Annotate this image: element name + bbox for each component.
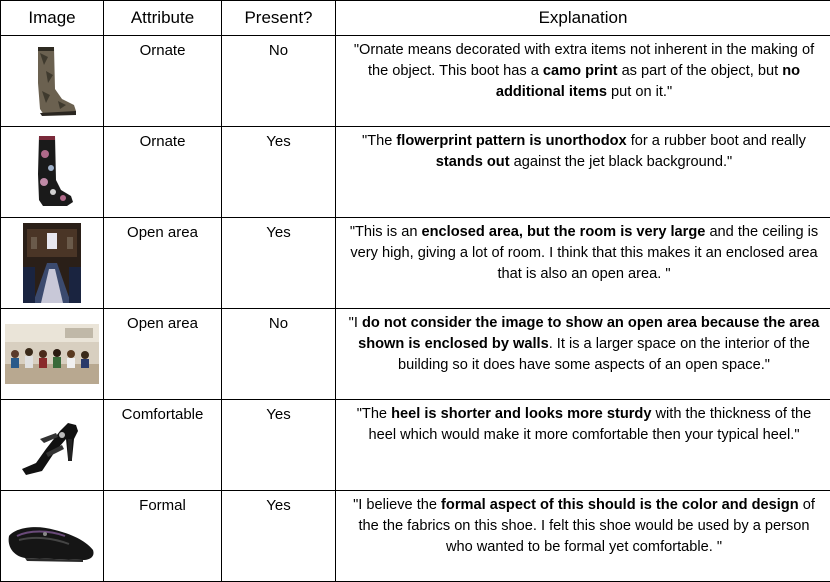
attribute-cell: Formal	[104, 491, 222, 582]
hall-image	[23, 223, 81, 303]
flower-boot-image	[27, 134, 77, 210]
explanation-text: . It is a larger space on the interior of the building so it does have some aspects of an open space."	[398, 336, 810, 373]
explanation-bold-text: flowerprint pattern is unorthodox	[396, 133, 626, 149]
header-present: Present?	[222, 1, 336, 36]
explanation-text: against the jet black background."	[510, 154, 733, 170]
table-row	[1, 491, 830, 582]
explanation-text: as part of the object, but	[618, 63, 783, 79]
explanation-text: "I believe the	[353, 497, 441, 513]
explanation-text: "This is an	[350, 224, 422, 240]
explanation-cell	[336, 309, 830, 400]
image-cell	[1, 309, 104, 400]
table-row	[1, 218, 830, 309]
present-cell: No	[222, 36, 336, 127]
explanation-bold-text: stands out	[436, 154, 510, 170]
explanation-text: with the thickness of the heel which would make it more comfortable then your typical heel."	[368, 406, 811, 443]
explanation-text: "The	[357, 406, 391, 422]
attribute-cell: Open area	[104, 218, 222, 309]
heel-shoe-image	[16, 409, 88, 481]
table-row	[1, 36, 830, 127]
header-explanation: Explanation	[336, 1, 830, 36]
present-cell: Yes	[222, 218, 336, 309]
camo-boot-image	[22, 43, 82, 119]
header-row	[1, 1, 830, 36]
explanation-text: "Ornate means decorated with extra items not inherent in the making of the object. This boot has a	[354, 42, 814, 79]
table-row	[1, 309, 830, 400]
attribute-cell: Ornate	[104, 36, 222, 127]
explanation-bold-text: no additional items	[496, 63, 800, 100]
header-image: Image	[1, 1, 104, 36]
attribute-cell: Ornate	[104, 127, 222, 218]
explanation-text: "I	[349, 315, 362, 331]
image-cell	[1, 36, 104, 127]
explanation-text: put on it."	[607, 84, 672, 100]
present-cell: Yes	[222, 127, 336, 218]
flat-shoe-image	[5, 506, 99, 566]
explanation-bold-text: heel is shorter and looks more sturdy	[391, 406, 651, 422]
explanation-text: of the the fabrics on this shoe. I felt this shoe would be used by a person who wanted to be formal yet comfortable. "	[358, 497, 814, 555]
attribute-cell: Comfortable	[104, 400, 222, 491]
explanation-cell	[336, 491, 830, 582]
explanation-bold-text: camo print	[543, 63, 618, 79]
present-cell: No	[222, 309, 336, 400]
explanation-bold-text: do not consider the image to show an open area because the area shown is enclosed by walls	[358, 315, 819, 352]
explanation-cell	[336, 36, 830, 127]
header-attribute: Attribute	[104, 1, 222, 36]
waiting-room-image	[5, 324, 99, 384]
present-cell: Yes	[222, 400, 336, 491]
present-cell: Yes	[222, 491, 336, 582]
table-row	[1, 127, 830, 218]
explanation-text: "The	[362, 133, 396, 149]
attribute-cell: Open area	[104, 309, 222, 400]
explanation-bold-text: formal aspect of this should is the color and design	[441, 497, 799, 513]
explanation-cell	[336, 127, 830, 218]
explanation-cell	[336, 218, 830, 309]
explanation-bold-text: enclosed area, but the room is very large	[422, 224, 706, 240]
image-cell	[1, 127, 104, 218]
explanation-text: and the ceiling is very high, giving a lot of room. I think that this makes it an enclosed area that is also an open area. "	[350, 224, 818, 282]
image-cell	[1, 218, 104, 309]
table-row	[1, 400, 830, 491]
explanation-text: for a rubber boot and really	[627, 133, 806, 149]
image-cell	[1, 491, 104, 582]
image-cell	[1, 400, 104, 491]
explanation-cell	[336, 400, 830, 491]
